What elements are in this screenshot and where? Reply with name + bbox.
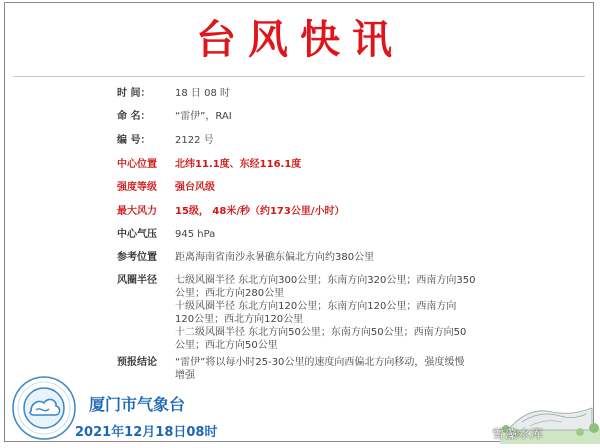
field-time-label: 时 间： bbox=[117, 88, 151, 99]
field-pressure-value: 945 hPa bbox=[175, 229, 216, 240]
field-forecast-label: 预报结论 bbox=[117, 357, 157, 368]
field-number-value: 2122 号 bbox=[175, 135, 214, 146]
field-wind-radius-value bbox=[175, 274, 573, 352]
field-time-value: 18 日 08 时 bbox=[175, 88, 230, 99]
field-reference-value: 距离海南省南沙永暑礁东偏北方向约380公里 bbox=[175, 252, 375, 263]
wind-radius-line: 十二级风圈半径 东北方向50公里；东南方向50公里；西南方向50 bbox=[175, 327, 467, 338]
issue-date: 2021年12月18日08时 bbox=[75, 425, 218, 440]
field-pressure-label: 中心气压 bbox=[117, 229, 157, 240]
forecast-line: 增强 bbox=[175, 370, 195, 381]
field-forecast-value bbox=[175, 356, 573, 382]
field-intensity-label: 强度等级 bbox=[117, 182, 157, 193]
field-name-label: 命 名： bbox=[117, 111, 151, 122]
org-name: 厦门市气象台 bbox=[89, 395, 186, 414]
title-divider bbox=[13, 76, 585, 77]
field-center-value: 北纬11.1度、东经116.1度 bbox=[175, 159, 302, 170]
wind-radius-line: 120公里；西北方向120公里 bbox=[175, 314, 304, 325]
meteorological-bureau-logo bbox=[11, 375, 77, 441]
field-name-value: “雷伊”，RAI bbox=[175, 111, 232, 122]
field-center-label: 中心位置 bbox=[117, 159, 157, 170]
watermark-text: 雪藻水库 bbox=[492, 427, 545, 441]
field-max-wind-label: 最大风力 bbox=[117, 206, 157, 217]
field-intensity-value: 强台风级 bbox=[175, 182, 215, 193]
bulletin-frame bbox=[4, 2, 594, 442]
field-number-label: 编 号： bbox=[117, 135, 151, 146]
page-title: 台风快讯 bbox=[196, 17, 404, 63]
forecast-line: “雷伊”将以每小时25-30公里的速度向西偏北方向移动，强度缓慢 bbox=[175, 357, 465, 368]
wind-radius-line: 公里；西北方向280公里 bbox=[175, 288, 285, 299]
field-wind-radius-label: 风圈半径 bbox=[117, 275, 157, 286]
field-max-wind-value: 15级， 48米/秒（约173公里/小时） bbox=[175, 206, 345, 217]
wind-radius-line: 公里；西北方向50公里 bbox=[175, 340, 278, 351]
wind-radius-line: 七级风圈半径 东北方向300公里；东南方向320公里；西南方向350 bbox=[175, 275, 476, 286]
wind-radius-line: 十级风圈半径 东北方向120公里；东南方向120公里；西南方向 bbox=[175, 301, 457, 312]
field-reference-label: 参考位置 bbox=[117, 252, 157, 263]
